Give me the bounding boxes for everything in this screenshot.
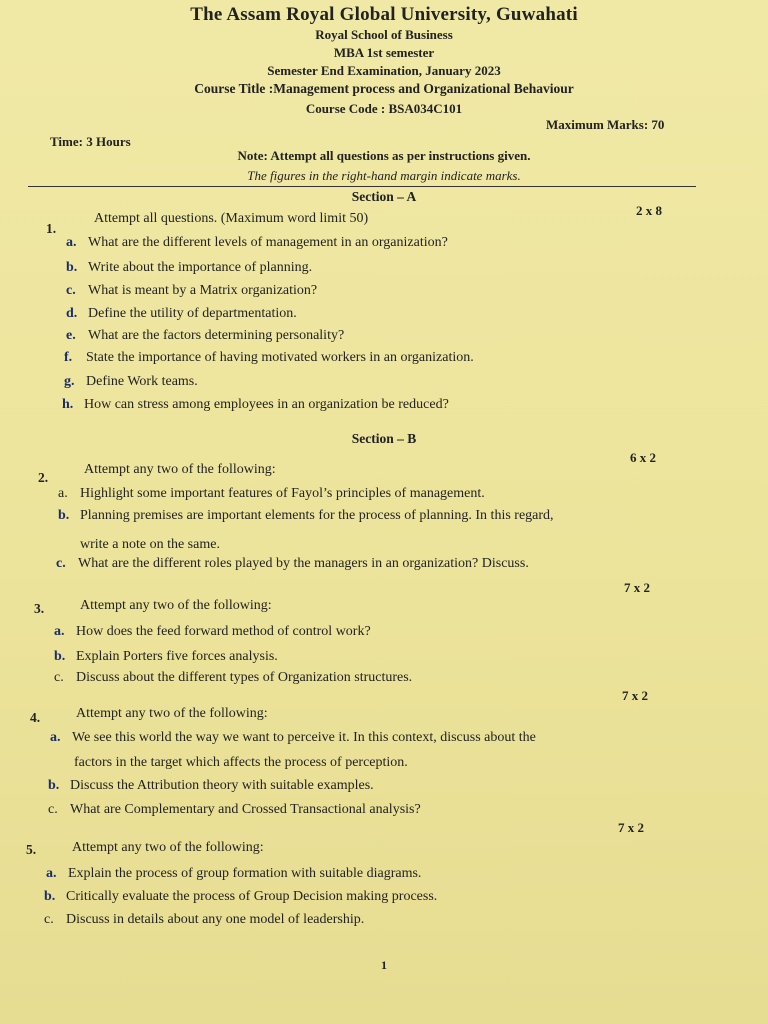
q4-item-label: a.	[50, 730, 61, 745]
q2-marks: 6 x 2	[630, 450, 656, 465]
q5-marks: 7 x 2	[618, 820, 644, 835]
q4-item	[50, 730, 536, 746]
q5-item	[46, 866, 421, 882]
q1-item	[66, 260, 312, 276]
divider	[28, 186, 696, 187]
instruction-note: Note: Attempt all questions as per instructions given.	[237, 148, 531, 163]
q5-item-text: Critically evaluate the process of Group Decision making process.	[66, 889, 438, 904]
q2-item-text: What are the different roles played by the managers in an organization? Discuss.	[78, 556, 529, 571]
q3-item-label: c.	[54, 670, 64, 685]
marks-note: The figures in the right-hand margin indicate marks.	[247, 168, 521, 183]
q5-heading: Attempt any two of the following:	[72, 840, 264, 855]
q4-item-text: What are Complementary and Crossed Transactional analysis?	[70, 802, 421, 817]
section-b-title: Section – B	[351, 431, 417, 446]
q3-heading: Attempt any two of the following:	[80, 598, 272, 613]
q1-item	[64, 350, 474, 366]
q1-item-text: Write about the importance of planning.	[88, 260, 313, 275]
q4-marks: 7 x 2	[622, 688, 648, 703]
q3-item-text: Discuss about the different types of Organization structures.	[76, 670, 413, 685]
q1-item-text: What are the different levels of management in an organization?	[88, 235, 448, 250]
q2-item	[58, 486, 485, 502]
q1-item-label: f.	[64, 350, 73, 365]
q1-item-text: What is meant by a Matrix organization?	[88, 283, 318, 298]
q1-item-label: h.	[62, 397, 74, 412]
school-name: Royal School of Business	[315, 27, 453, 42]
q5-number: 5.	[26, 842, 37, 857]
q1-marks: 2 x 8	[636, 203, 662, 218]
q4-item-label: b.	[48, 778, 60, 793]
q4-item-label: c.	[48, 802, 58, 817]
q4-number: 4.	[30, 710, 41, 725]
q3-item-text: Explain Porters five forces analysis.	[76, 649, 278, 664]
page-number: 1	[381, 958, 387, 972]
q2-number: 2.	[38, 470, 49, 485]
q2-item	[58, 508, 554, 524]
q3-item	[54, 624, 371, 640]
q1-item-label: c.	[66, 283, 76, 298]
q1-item-text: How can stress among employees in an organization be reduced?	[84, 397, 449, 412]
q5-item-text: Discuss in details about any one model of leadership.	[66, 912, 365, 927]
q4-item	[48, 802, 421, 818]
q2-item-label: a.	[58, 486, 68, 501]
q1-item-label: g.	[64, 374, 75, 389]
q1-item	[66, 283, 317, 299]
course-title: Course Title :Management process and Organizational Behaviour	[194, 81, 574, 96]
q5-item-label: a.	[46, 866, 57, 881]
q2-heading: Attempt any two of the following:	[84, 462, 276, 477]
q4-item-continuation: factors in the target which affects the process of perception.	[74, 755, 408, 770]
q1-heading: Attempt all questions. (Maximum word limit 50)	[94, 211, 369, 226]
q2-item-label: b.	[58, 508, 70, 523]
section-a-title: Section – A	[351, 189, 417, 204]
q2-item-text: Highlight some important features of Fayol’s principles of management.	[80, 486, 485, 501]
q1-item-text: Define the utility of departmentation.	[88, 306, 297, 321]
q2-item-text: Planning premises are important elements for the process of planning. In this regard,	[80, 508, 554, 523]
exam-name: Semester End Examination, January 2023	[267, 63, 501, 78]
q5-item	[44, 912, 364, 928]
q4-heading: Attempt any two of the following:	[76, 706, 268, 721]
q1-item	[66, 328, 344, 344]
q3-item	[54, 670, 412, 686]
q1-item-label: a.	[66, 235, 77, 250]
q1-item-text: What are the factors determining personality?	[88, 328, 345, 343]
q4-item	[48, 778, 374, 794]
q5-item-label: b.	[44, 889, 56, 904]
q4-item-text: We see this world the way we want to perceive it. In this context, discuss about the	[72, 730, 536, 745]
q3-item	[54, 649, 278, 665]
q5-item	[44, 889, 437, 905]
q1-item-label: d.	[66, 306, 78, 321]
q1-item	[64, 374, 198, 390]
q3-item-text: How does the feed forward method of control work?	[76, 624, 371, 639]
q1-item	[66, 306, 297, 322]
q1-item-label: b.	[66, 260, 78, 275]
q1-item	[62, 397, 449, 413]
university-name: The Assam Royal Global University, Guwahati	[190, 4, 578, 25]
q3-marks: 7 x 2	[624, 580, 650, 595]
q4-item-text: Discuss the Attribution theory with suitable examples.	[70, 778, 374, 793]
semester: MBA 1st semester	[333, 45, 435, 60]
q5-item-text: Explain the process of group formation with suitable diagrams.	[68, 866, 422, 881]
q3-number: 3.	[34, 601, 45, 616]
q1-item-text: State the importance of having motivated workers in an organization.	[86, 350, 474, 365]
q1-item-label: e.	[66, 328, 76, 343]
q1-item	[66, 235, 448, 251]
q3-item-label: b.	[54, 649, 66, 664]
q2-item-label: c.	[56, 556, 66, 571]
q2-item	[56, 556, 529, 572]
q2-item-continuation: write a note on the same.	[80, 537, 220, 552]
q3-item-label: a.	[54, 624, 65, 639]
q5-item-label: c.	[44, 912, 54, 927]
maximum-marks: Maximum Marks: 70	[546, 117, 665, 132]
q1-number: 1.	[46, 221, 57, 236]
course-code: Course Code : BSA034C101	[305, 101, 463, 116]
exam-time: Time: 3 Hours	[50, 134, 131, 149]
q1-item-text: Define Work teams.	[86, 374, 198, 389]
